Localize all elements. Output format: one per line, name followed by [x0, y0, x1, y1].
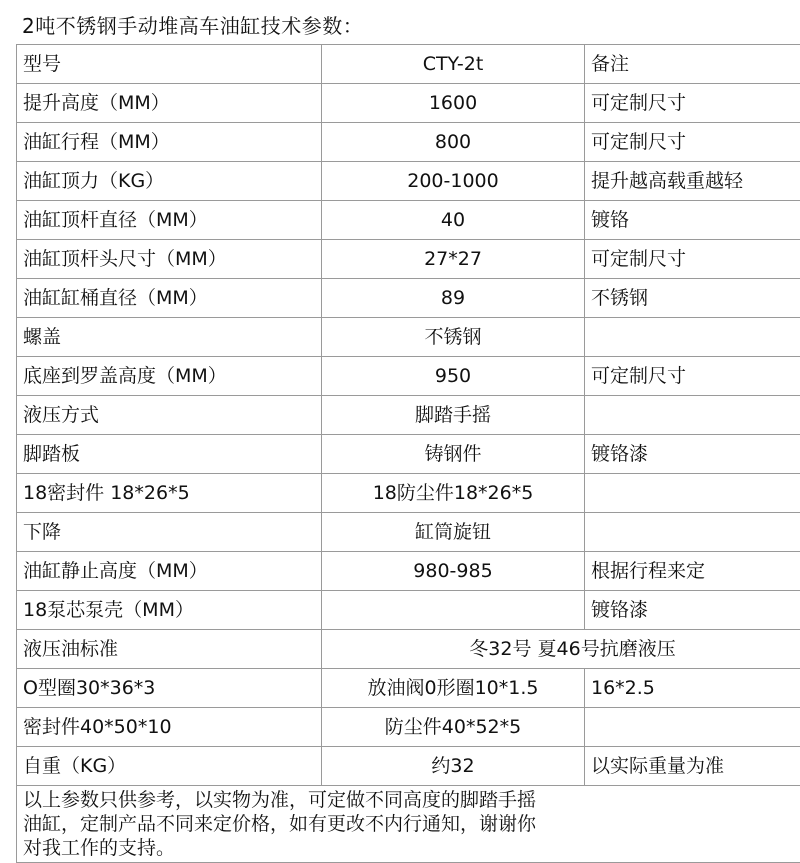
table-row: [17, 396, 800, 435]
row-value: 铸钢件: [322, 435, 585, 474]
row-value: 27*27: [322, 240, 585, 279]
table-row: [17, 474, 800, 513]
column-header-model: 型号: [17, 45, 322, 84]
row-note: 不锈钢: [585, 279, 800, 318]
row-value: 89: [322, 279, 585, 318]
table-row: [17, 279, 800, 318]
spec-table: [16, 44, 800, 863]
row-note: 镀铬: [585, 201, 800, 240]
row-value: [322, 591, 585, 630]
row-note: 以实际重量为准: [585, 747, 800, 786]
row-note: [585, 513, 800, 552]
table-header-row: [17, 45, 800, 84]
row-note: 镀铬漆: [585, 435, 800, 474]
footer-note-line: 对我工作的支持。: [23, 836, 800, 860]
row-value: 冬32号 夏46号抗磨液压: [322, 630, 800, 669]
row-note: [585, 474, 800, 513]
table-row: [17, 552, 800, 591]
row-label: 密封件40*50*10: [17, 708, 322, 747]
table-row: [17, 669, 800, 708]
table-row: [17, 630, 800, 669]
column-header-remark: 备注: [585, 45, 800, 84]
row-value: 不锈钢: [322, 318, 585, 357]
row-note: 可定制尺寸: [585, 84, 800, 123]
row-label: 自重（KG）: [17, 747, 322, 786]
row-value: 约32: [322, 747, 585, 786]
row-value: 缸筒旋钮: [322, 513, 585, 552]
row-label: 底座到罗盖高度（MM）: [17, 357, 322, 396]
table-row: [17, 591, 800, 630]
row-value: 980-985: [322, 552, 585, 591]
table-row: [17, 747, 800, 786]
row-value: 防尘件40*52*5: [322, 708, 585, 747]
table-row: [17, 435, 800, 474]
row-value: 40: [322, 201, 585, 240]
row-value: 950: [322, 357, 585, 396]
table-row: [17, 162, 800, 201]
row-value: 1600: [322, 84, 585, 123]
row-label: 油缸顶力（KG）: [17, 162, 322, 201]
row-note: 16*2.5: [585, 669, 800, 708]
column-header-value: CTY-2t: [322, 45, 585, 84]
row-note: 根据行程来定: [585, 552, 800, 591]
row-note: 镀铬漆: [585, 591, 800, 630]
table-row: [17, 240, 800, 279]
row-label: 油缸顶杆头尺寸（MM）: [17, 240, 322, 279]
footer-note: [17, 786, 800, 863]
page-title: 2吨不锈钢手动堆高车油缸技术参数：: [16, 10, 784, 44]
row-value: 放油阀0形圈10*1.5: [322, 669, 585, 708]
row-label: 液压方式: [17, 396, 322, 435]
table-row: [17, 708, 800, 747]
table-footer-row: [17, 786, 800, 863]
row-note: 可定制尺寸: [585, 123, 800, 162]
row-label: 18密封件 18*26*5: [17, 474, 322, 513]
row-value: 200-1000: [322, 162, 585, 201]
row-note: [585, 318, 800, 357]
row-value: 800: [322, 123, 585, 162]
row-note: [585, 708, 800, 747]
row-label: 油缸缸桶直径（MM）: [17, 279, 322, 318]
spec-table-body: [17, 45, 800, 863]
row-label: 提升高度（MM）: [17, 84, 322, 123]
row-label: 螺盖: [17, 318, 322, 357]
footer-note-line: 以上参数只供参考，以实物为准，可定做不同高度的脚踏手摇: [23, 788, 800, 812]
footer-note-line: 油缸，定制产品不同来定价格，如有更改不内行通知，谢谢你: [23, 812, 800, 836]
row-label: 脚踏板: [17, 435, 322, 474]
table-row: [17, 123, 800, 162]
row-label: 油缸静止高度（MM）: [17, 552, 322, 591]
row-label: 下降: [17, 513, 322, 552]
row-label: 18泵芯泵壳（MM）: [17, 591, 322, 630]
row-label: O型圈30*36*3: [17, 669, 322, 708]
row-value: 18防尘件18*26*5: [322, 474, 585, 513]
row-note: [585, 396, 800, 435]
table-row: [17, 84, 800, 123]
row-label: 油缸顶杆直径（MM）: [17, 201, 322, 240]
table-row: [17, 201, 800, 240]
table-row: [17, 357, 800, 396]
row-label: 油缸行程（MM）: [17, 123, 322, 162]
row-note: 提升越高载重越轻: [585, 162, 800, 201]
table-row: [17, 513, 800, 552]
row-label: 液压油标准: [17, 630, 322, 669]
row-note: 可定制尺寸: [585, 357, 800, 396]
row-value: 脚踏手摇: [322, 396, 585, 435]
table-row: [17, 318, 800, 357]
row-note: 可定制尺寸: [585, 240, 800, 279]
